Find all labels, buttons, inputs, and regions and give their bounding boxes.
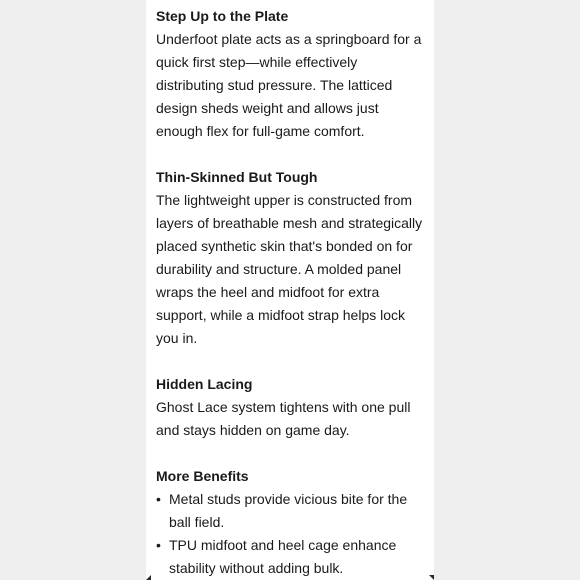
corner-mark-right — [429, 575, 434, 580]
list-item — [156, 534, 424, 580]
benefits-list — [156, 488, 424, 580]
section-hidden-lacing — [156, 373, 424, 442]
product-description-panel — [146, 0, 434, 580]
list-item-text: Metal studs provide vicious bite for the ball field. — [169, 491, 408, 530]
list-item — [156, 488, 424, 534]
section-title: Thin-Skinned But Tough — [156, 169, 318, 185]
section-title: Hidden Lacing — [156, 376, 253, 392]
section-title: Step Up to the Plate — [156, 8, 289, 24]
section-body: Underfoot plate acts as a springboard for a quick first step—while effectively distributing stud pressure. The latticed design sheds weight and allows just enough flex for full-game comfort. — [156, 31, 422, 139]
section-title: More Benefits — [156, 468, 249, 484]
description-content — [156, 5, 424, 580]
section-step-up — [156, 5, 424, 143]
corner-mark-left — [146, 575, 151, 580]
section-more-benefits — [156, 465, 424, 580]
list-item-text: TPU midfoot and heel cage enhance stability without adding bulk. — [169, 537, 397, 576]
section-body: Ghost Lace system tightens with one pull and stays hidden on game day. — [156, 399, 411, 438]
section-body: The lightweight upper is constructed from layers of breathable mesh and strategically placed synthetic skin that's bonded on for durability and structure. A molded panel wraps the heel and midfoot for extra support, while a midfoot strap helps lock you in. — [156, 192, 423, 346]
bullet-icon: • — [156, 491, 161, 507]
section-thin-skinned — [156, 166, 424, 350]
bullet-icon: • — [156, 537, 161, 553]
